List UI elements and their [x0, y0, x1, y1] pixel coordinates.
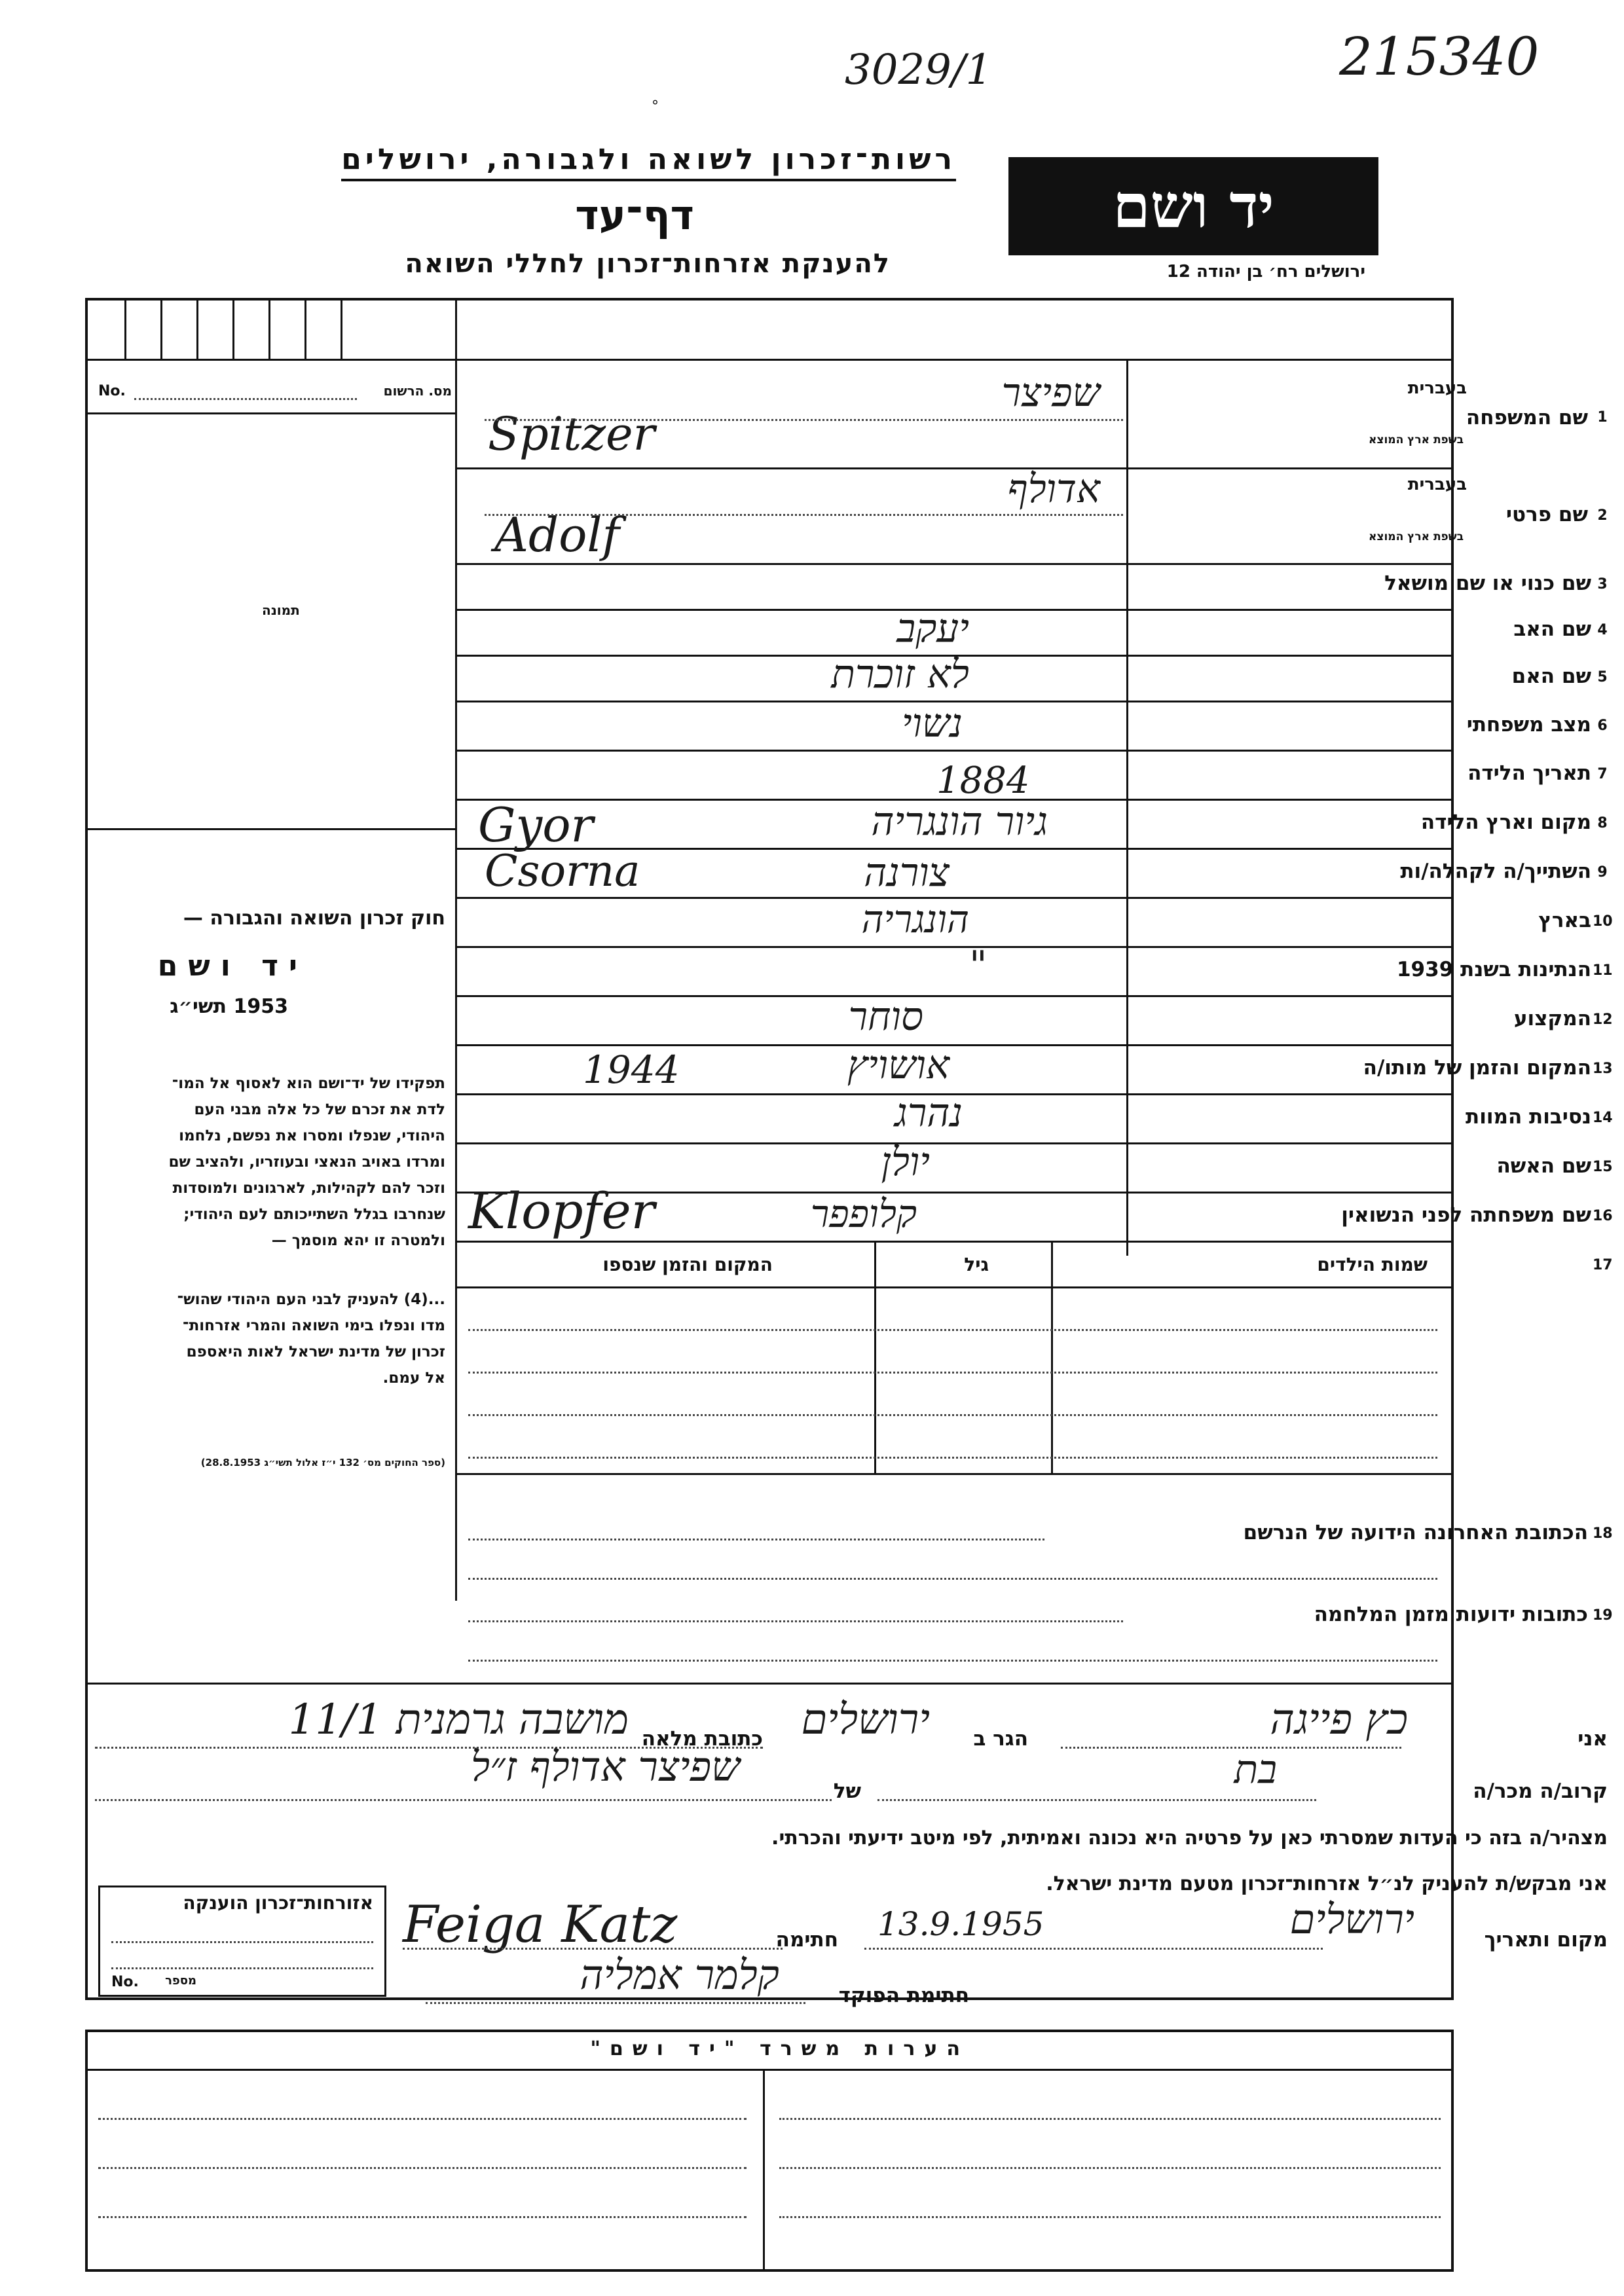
row-separator	[455, 1142, 1454, 1144]
decl-relation-dotted	[877, 1799, 1316, 1801]
law-line: שנחרבו בגלל השתייכותם לעם היהודי;	[183, 1206, 445, 1223]
remarks-dotted	[779, 2216, 1441, 2218]
row1-value-origin: Spitzer	[488, 407, 655, 461]
sheet-number: 215340	[1339, 26, 1540, 87]
decl-statement-2: אני מבקש/ת להעניק לנ״ל אזרחות־זכרון מטעם מדינת ישראל.	[1046, 1872, 1608, 1895]
remarks-dotted	[98, 2167, 747, 2169]
registration-dots	[134, 398, 357, 400]
photo-bottom-line	[87, 828, 455, 830]
remarks-frame	[85, 2030, 1454, 2272]
row16-value: קלופפר	[810, 1192, 917, 1236]
law-line: מדו ונפלו בימי השואה והמרי אזרחות־	[183, 1317, 445, 1334]
row9-value: צורנה	[864, 850, 950, 896]
decl-statement-1: מצהיר/ה בזה כי העדות שמסרתי כאן על פרטיה היא נכונה ואמיתית, לפי מיטב ידיעתי והכרתי.	[771, 1827, 1608, 1850]
row10-label: בארץ	[1538, 909, 1591, 932]
row5-value: לא זוכרת	[831, 651, 969, 697]
logo-text: יד ושם	[1113, 171, 1274, 242]
box-divider	[341, 300, 342, 359]
row1-dotted	[485, 419, 1123, 421]
row7-value: 1884	[936, 759, 1030, 802]
row12-value: סוחר	[848, 994, 923, 1040]
law-line: ומרדו באויב הנאצי ובעוזריו, ולהציב שם	[168, 1154, 445, 1171]
row-number: 18	[1593, 1525, 1613, 1542]
law-paragraph-1	[168, 1070, 445, 1254]
decl-of-name: שפיצר אדולף ז״ל	[470, 1743, 740, 1791]
row-number: 6	[1597, 718, 1608, 734]
law-citation: (ספר החוקים מס׳ 132 י״ז אלול תשי״ג 28.8.1953)	[200, 1457, 445, 1468]
row-separator	[455, 995, 1454, 997]
citizenship-no-label: No.	[111, 1974, 139, 1990]
row15-value: יולן	[881, 1139, 930, 1185]
law-name: יד ושם	[157, 949, 308, 983]
form-subtitle: להענקת אזרחות־זכרון לחללי השואה	[405, 249, 891, 279]
row2-dotted	[485, 514, 1123, 516]
row18-dotted	[468, 1578, 1437, 1580]
row13-year: 1944	[583, 1048, 680, 1092]
row1-sub-hebrew: בעברית	[1407, 378, 1467, 398]
row13-value: אושויץ	[847, 1042, 950, 1088]
row13-label: המקום והזמן של מותו/ה	[1363, 1056, 1591, 1080]
row-number: 19	[1593, 1607, 1613, 1624]
row-separator	[455, 946, 1454, 948]
row-number: 14	[1593, 1110, 1613, 1126]
decl-name: כץ פייגה	[1270, 1696, 1408, 1744]
decl-name-dotted	[1061, 1747, 1401, 1749]
photo-label: תמונה	[262, 602, 300, 618]
top-strip-line	[85, 359, 1454, 361]
left-column-divider	[455, 298, 457, 1601]
law-line: אל עמם.	[382, 1370, 445, 1387]
row-number: 1	[1597, 409, 1608, 426]
row11-value: "	[969, 943, 987, 989]
decl-relative-label: קרוב/ה מכר/ה	[1473, 1779, 1608, 1803]
row-number: 5	[1597, 669, 1608, 685]
row1-value-hebrew: שפיצר	[1001, 370, 1100, 416]
children-col-names: שמות הילדים	[1317, 1254, 1428, 1275]
row3-label: שם כנוי או שם מושאל	[1384, 572, 1591, 595]
registration-no-label-he: מס. הרשום	[383, 383, 452, 399]
row6-label: מצב משפחתי	[1466, 713, 1591, 737]
decl-date: 13.9.1955	[877, 1905, 1044, 1943]
row15-label: שם האשה	[1496, 1154, 1591, 1178]
row-number: 16	[1593, 1208, 1613, 1224]
children-dotted-row	[468, 1372, 1437, 1374]
citizenship-dotted	[111, 1941, 373, 1943]
law-line: ...(4) להעניק לבני העם היהודי שהוש־	[177, 1291, 445, 1308]
row-separator	[455, 1241, 1454, 1243]
decl-signature-label: חתימה	[775, 1928, 838, 1952]
row9-label: השתייך/ה לקהלה/ות	[1400, 860, 1591, 883]
row4-label: שם האב	[1513, 617, 1591, 641]
row4-value: יעקב	[896, 606, 969, 651]
citizenship-dotted	[111, 1967, 373, 1969]
law-line: לדת את זכרם של כל אלה מבני העם	[194, 1101, 445, 1118]
children-dotted-row	[468, 1457, 1437, 1459]
box-divider	[196, 300, 198, 359]
row8-value: גיור הונגריה	[871, 799, 1048, 845]
row19-dotted	[468, 1620, 1123, 1622]
row1-sub-origin: בשפת ארץ המוצא	[1368, 433, 1464, 446]
row-separator	[455, 563, 1454, 565]
row19-label: כתובות ידועות מזמן המלחמה	[1314, 1603, 1588, 1626]
remarks-dotted	[779, 2167, 1441, 2169]
children-col-divider	[1051, 1241, 1053, 1473]
decl-place: ירושלים	[1289, 1895, 1414, 1943]
decl-relation: בת	[1234, 1747, 1277, 1793]
decl-signature-dotted	[403, 1948, 783, 1950]
row-separator	[455, 1044, 1454, 1046]
form-title: דף־עד	[575, 191, 694, 239]
children-dotted-row	[468, 1414, 1437, 1416]
small-mark: °	[652, 98, 659, 115]
row-number: 17	[1593, 1257, 1613, 1273]
citizenship-no-label-he: מספר	[165, 1974, 196, 1988]
decl-lives-in: הגר ב	[973, 1727, 1028, 1751]
law-line: זכרון של מדינת ישראל לאות היאספם	[186, 1343, 445, 1360]
children-col-divider	[874, 1241, 876, 1473]
row14-label: נסיבות המוות	[1466, 1105, 1591, 1129]
row-number: 13	[1593, 1061, 1613, 1077]
decl-signature: Feiga Katz	[403, 1895, 678, 1954]
label-column-divider	[1126, 359, 1128, 1256]
declaration-top-line	[85, 1683, 1454, 1685]
law-year: 1953 תשי״ג	[170, 995, 288, 1018]
remarks-title: הערות משרד "יד ושם"	[590, 2037, 969, 2060]
row14-value: נהרג	[895, 1090, 963, 1136]
row6-value: נשוי	[901, 701, 963, 746]
row2-sub-hebrew: בעברית	[1407, 475, 1467, 494]
box-divider	[232, 300, 234, 359]
row8-value-latin: Gyor	[478, 797, 593, 852]
remarks-header-line	[85, 2069, 1454, 2071]
row2-sub-origin: בשפת ארץ המוצא	[1368, 530, 1464, 543]
children-bottom-line	[455, 1473, 1454, 1475]
row9-value-latin: Csorna	[485, 846, 640, 896]
law-paragraph-2	[177, 1286, 445, 1391]
row-number: 11	[1593, 962, 1613, 979]
row-number: 2	[1597, 507, 1608, 524]
children-dotted-row	[468, 1329, 1437, 1331]
yad-vashem-logo	[1008, 157, 1378, 255]
row10-value: הונגריה	[861, 897, 969, 941]
decl-of-name-dotted	[95, 1799, 832, 1801]
row2-value-origin: Adolf	[494, 507, 620, 562]
photo-top-line	[87, 412, 455, 414]
row-number: 4	[1597, 622, 1608, 638]
box-divider	[268, 300, 270, 359]
row-number: 7	[1597, 766, 1608, 782]
row-number: 9	[1597, 864, 1608, 881]
decl-officer-signature: קלמר אמליה	[580, 1951, 779, 1999]
box-divider	[160, 300, 162, 359]
row-number: 10	[1593, 913, 1613, 930]
row-number: 15	[1593, 1159, 1613, 1175]
row16-value-latin: Klopfer	[468, 1182, 655, 1240]
remarks-col-divider	[763, 2069, 765, 2272]
row2-value-hebrew: אדולף	[1007, 466, 1100, 512]
law-line: וזכר להם לקהילות, לארגונים ולמוסדות	[172, 1180, 445, 1197]
decl-of-label: של	[833, 1779, 861, 1803]
row7-label: תאריך הלידה	[1467, 761, 1591, 785]
children-header-line	[455, 1286, 1454, 1288]
decl-ani: אני	[1578, 1727, 1608, 1751]
citizenship-box-title: אזורחות־זכרון הוענקה	[183, 1892, 373, 1914]
row11-label: הנתינות בשנת 1939	[1396, 958, 1591, 981]
logo-address: ירושלים רח׳ בן יהודה 12	[1166, 262, 1365, 282]
row19-dotted	[468, 1660, 1437, 1662]
children-col-place-time: המקום והזמן שנספו	[602, 1254, 773, 1275]
decl-full-address: מושבה גרמנית 11/1	[288, 1696, 629, 1744]
law-line: תפקידו של יד־ושם הוא לאסוף אל המו־	[172, 1075, 445, 1092]
decl-place-date-label: מקום ותאריך	[1484, 1928, 1608, 1952]
law-line: ולמטרה זו יהא מוסמך —	[271, 1232, 445, 1249]
row1-label: שם המשפחה	[1466, 406, 1588, 429]
row8-label: מקום וארץ הלידה	[1420, 811, 1591, 834]
row18-dotted	[468, 1539, 1044, 1540]
row5-label: שם האם	[1511, 665, 1591, 688]
remarks-dotted	[98, 2118, 747, 2120]
registration-no-label: No.	[98, 383, 126, 399]
decl-place-dotted	[864, 1948, 1323, 1950]
box-divider	[304, 300, 306, 359]
law-line: היהודי, שנפלו ומסרו את נפשם, נלחמו	[179, 1127, 445, 1144]
authority-name: רשות־זכרון לשואה ולגבורה, ירושלים	[341, 143, 956, 181]
remarks-dotted	[98, 2216, 747, 2218]
row16-label: שם משפחתה לפני הנשואין	[1341, 1203, 1591, 1227]
decl-full-address-label: כתובת מלאה	[641, 1727, 763, 1751]
children-col-age: גיל	[964, 1254, 989, 1275]
file-number: 3029/1	[845, 46, 993, 94]
row12-label: המקצוע	[1513, 1007, 1591, 1030]
law-title: חוק זכרון השואה והגבורה —	[183, 907, 445, 930]
row2-label: שם פרטי	[1505, 503, 1588, 526]
row-number: 8	[1597, 815, 1608, 831]
row-separator	[455, 467, 1454, 469]
row-number: 12	[1593, 1011, 1613, 1028]
remarks-dotted	[779, 2118, 1441, 2120]
row-separator	[455, 750, 1454, 752]
decl-city: ירושלים	[801, 1696, 930, 1744]
decl-officer-signature-label: חתימת הפוקד	[838, 1984, 969, 2007]
row-number: 3	[1597, 576, 1608, 592]
decl-officer-dotted	[426, 2002, 805, 2004]
box-divider	[124, 300, 126, 359]
row18-label: הכתובת האחרונה הידועה של הנרשם	[1243, 1521, 1588, 1544]
